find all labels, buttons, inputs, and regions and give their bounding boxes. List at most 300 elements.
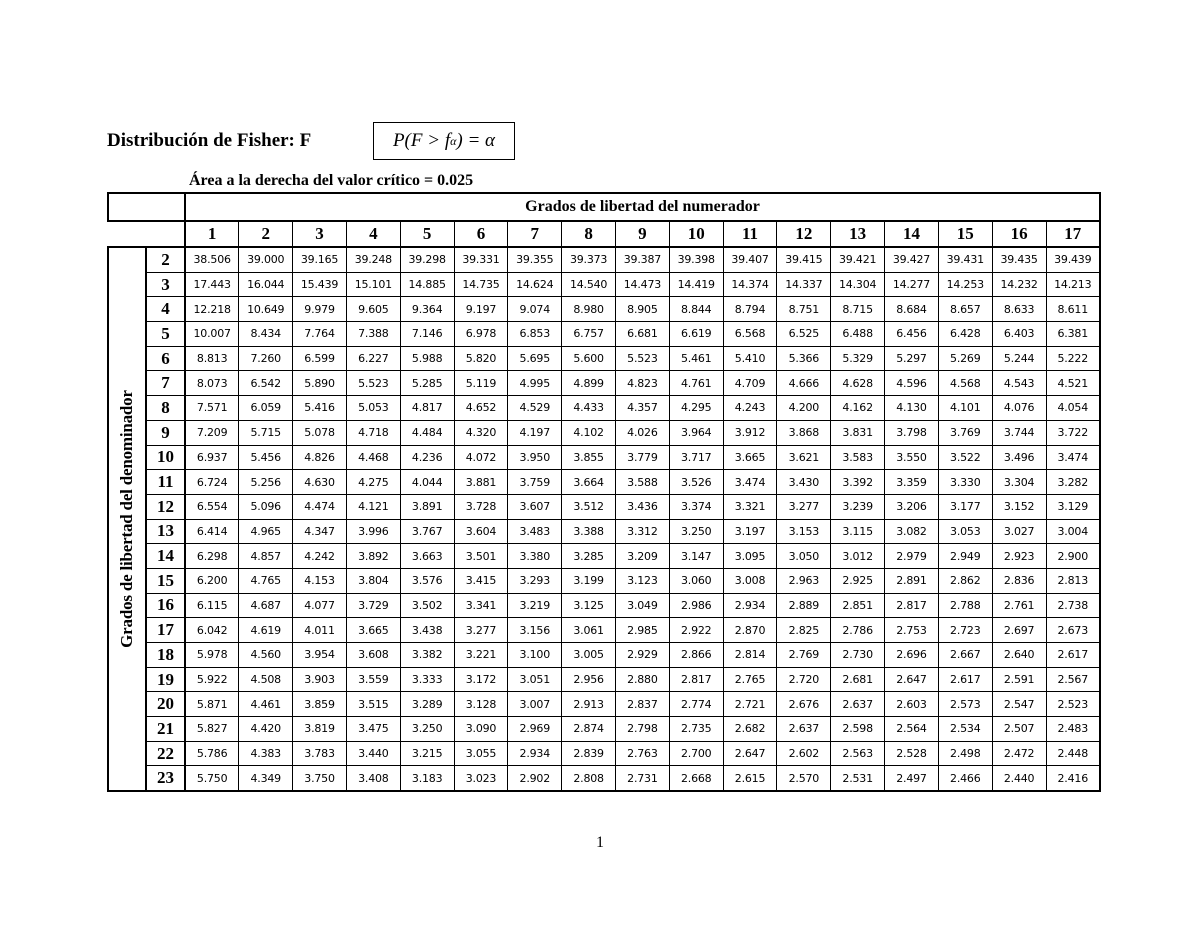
row-header: 22	[146, 741, 185, 766]
table-cell: 3.147	[669, 544, 723, 569]
table-cell: 2.985	[616, 618, 670, 643]
table-cell: 6.542	[239, 371, 293, 396]
column-header: 11	[723, 221, 777, 247]
table-cell: 4.718	[346, 420, 400, 445]
table-cell: 4.826	[293, 445, 347, 470]
table-cell: 3.515	[346, 692, 400, 717]
table-cell: 3.333	[400, 667, 454, 692]
table-cell: 2.837	[616, 692, 670, 717]
table-cell: 4.044	[400, 470, 454, 495]
table-cell: 3.221	[454, 643, 508, 668]
table-cell: 4.965	[239, 519, 293, 544]
table-cell: 2.769	[777, 643, 831, 668]
table-cell: 39.407	[723, 247, 777, 272]
table-row	[108, 420, 1100, 445]
table-row	[108, 667, 1100, 692]
table-cell: 3.183	[400, 766, 454, 791]
table-cell: 39.427	[885, 247, 939, 272]
table-cell: 3.717	[669, 445, 723, 470]
table-cell: 39.387	[616, 247, 670, 272]
table-cell: 3.277	[454, 618, 508, 643]
table-cell: 6.681	[616, 322, 670, 347]
table-cell: 2.721	[723, 692, 777, 717]
table-cell: 2.969	[508, 717, 562, 742]
table-cell: 3.293	[508, 568, 562, 593]
table-cell: 3.798	[885, 420, 939, 445]
table-cell: 3.859	[293, 692, 347, 717]
table-cell: 5.285	[400, 371, 454, 396]
column-header: 5	[400, 221, 454, 247]
table-cell: 3.250	[669, 519, 723, 544]
table-cell: 4.508	[239, 667, 293, 692]
table-cell: 3.128	[454, 692, 508, 717]
table-cell: 4.857	[239, 544, 293, 569]
table-cell: 4.560	[239, 643, 293, 668]
row-header: 16	[146, 593, 185, 618]
table-cell: 5.827	[185, 717, 239, 742]
table-cell: 2.817	[885, 593, 939, 618]
row-header: 19	[146, 667, 185, 692]
table-cell: 2.483	[1046, 717, 1100, 742]
table-cell: 9.074	[508, 297, 562, 322]
table-cell: 6.978	[454, 322, 508, 347]
table-row	[108, 396, 1100, 421]
table-cell: 6.428	[938, 322, 992, 347]
table-cell: 2.681	[831, 667, 885, 692]
table-cell: 3.750	[293, 766, 347, 791]
table-row	[108, 322, 1100, 347]
probability-formula	[373, 122, 515, 160]
table-cell: 2.808	[562, 766, 616, 791]
table-cell: 6.599	[293, 346, 347, 371]
row-header: 9	[146, 420, 185, 445]
table-cell: 5.119	[454, 371, 508, 396]
table-cell: 4.200	[777, 396, 831, 421]
table-row	[108, 371, 1100, 396]
table-cell: 3.881	[454, 470, 508, 495]
table-cell: 5.922	[185, 667, 239, 692]
page-number: 1	[596, 834, 604, 851]
table-cell: 3.172	[454, 667, 508, 692]
table-row	[108, 544, 1100, 569]
table-cell: 2.814	[723, 643, 777, 668]
table-cell: 5.297	[885, 346, 939, 371]
table-cell: 2.839	[562, 741, 616, 766]
table-cell: 2.697	[992, 618, 1046, 643]
table-cell: 3.312	[616, 519, 670, 544]
table-cell: 4.817	[400, 396, 454, 421]
table-cell: 3.663	[400, 544, 454, 569]
table-cell: 5.988	[400, 346, 454, 371]
table-cell: 3.779	[616, 445, 670, 470]
table-cell: 3.027	[992, 519, 1046, 544]
column-header: 1	[185, 221, 239, 247]
table-cell: 4.076	[992, 396, 1046, 421]
table-cell: 14.304	[831, 272, 885, 297]
table-cell: 3.576	[400, 568, 454, 593]
table-cell: 3.855	[562, 445, 616, 470]
table-cell: 2.788	[938, 593, 992, 618]
table-cell: 2.986	[669, 593, 723, 618]
table-cell: 3.060	[669, 568, 723, 593]
table-cell: 4.162	[831, 396, 885, 421]
table-cell: 9.979	[293, 297, 347, 322]
row-header: 5	[146, 322, 185, 347]
table-cell: 3.804	[346, 568, 400, 593]
table-cell: 3.359	[885, 470, 939, 495]
table-cell: 2.786	[831, 618, 885, 643]
table-cell: 4.568	[938, 371, 992, 396]
table-cell: 3.440	[346, 741, 400, 766]
table-cell: 4.320	[454, 420, 508, 445]
table-cell: 2.466	[938, 766, 992, 791]
table-cell: 8.905	[616, 297, 670, 322]
table-cell: 3.512	[562, 494, 616, 519]
table-cell: 5.053	[346, 396, 400, 421]
table-row	[108, 445, 1100, 470]
table-cell: 3.153	[777, 519, 831, 544]
table-cell: 6.568	[723, 322, 777, 347]
table-cell: 2.531	[831, 766, 885, 791]
table-cell: 5.523	[616, 346, 670, 371]
table-cell: 8.751	[777, 297, 831, 322]
table-cell: 3.483	[508, 519, 562, 544]
table-cell: 3.090	[454, 717, 508, 742]
table-cell: 6.619	[669, 322, 723, 347]
table-cell: 39.248	[346, 247, 400, 272]
table-cell: 4.054	[1046, 396, 1100, 421]
table-cell: 8.684	[885, 297, 939, 322]
table-cell: 3.177	[938, 494, 992, 519]
table-cell: 8.844	[669, 297, 723, 322]
table-cell: 3.206	[885, 494, 939, 519]
table-cell: 8.657	[938, 297, 992, 322]
table-cell: 2.598	[831, 717, 885, 742]
row-header: 10	[146, 445, 185, 470]
table-cell: 6.381	[1046, 322, 1100, 347]
table-cell: 2.617	[1046, 643, 1100, 668]
column-header: 7	[508, 221, 562, 247]
table-cell: 5.786	[185, 741, 239, 766]
table-cell: 39.398	[669, 247, 723, 272]
column-header: 15	[938, 221, 992, 247]
table-cell: 16.044	[239, 272, 293, 297]
table-cell: 3.415	[454, 568, 508, 593]
table-cell: 3.903	[293, 667, 347, 692]
table-row	[108, 593, 1100, 618]
table-cell: 6.059	[239, 396, 293, 421]
table-cell: 2.922	[669, 618, 723, 643]
table-cell: 14.885	[400, 272, 454, 297]
table-cell: 3.475	[346, 717, 400, 742]
table-cell: 6.937	[185, 445, 239, 470]
table-cell: 3.759	[508, 470, 562, 495]
table-cell: 3.522	[938, 445, 992, 470]
table-cell: 6.853	[508, 322, 562, 347]
table-cell: 2.817	[669, 667, 723, 692]
table-cell: 4.197	[508, 420, 562, 445]
column-header: 4	[346, 221, 400, 247]
table-cell: 3.008	[723, 568, 777, 593]
table-cell: 2.862	[938, 568, 992, 593]
table-cell: 2.870	[723, 618, 777, 643]
table-cell: 4.543	[992, 371, 1046, 396]
table-cell: 39.000	[239, 247, 293, 272]
table-cell: 7.146	[400, 322, 454, 347]
table-cell: 3.051	[508, 667, 562, 692]
table-row	[108, 692, 1100, 717]
table-cell: 2.723	[938, 618, 992, 643]
table-cell: 8.813	[185, 346, 239, 371]
table-cell: 3.892	[346, 544, 400, 569]
table-cell: 3.277	[777, 494, 831, 519]
table-cell: 2.564	[885, 717, 939, 742]
table-cell: 3.430	[777, 470, 831, 495]
table-cell: 3.607	[508, 494, 562, 519]
table-cell: 4.628	[831, 371, 885, 396]
table-cell: 6.115	[185, 593, 239, 618]
table-cell: 3.474	[723, 470, 777, 495]
table-cell: 2.923	[992, 544, 1046, 569]
table-cell: 3.374	[669, 494, 723, 519]
table-cell: 2.676	[777, 692, 831, 717]
column-header: 14	[885, 221, 939, 247]
table-cell: 4.383	[239, 741, 293, 766]
table-cell: 2.667	[938, 643, 992, 668]
table-cell: 4.995	[508, 371, 562, 396]
table-cell: 2.573	[938, 692, 992, 717]
table-cell: 2.523	[1046, 692, 1100, 717]
table-cell: 39.421	[831, 247, 885, 272]
table-cell: 39.165	[293, 247, 347, 272]
table-cell: 3.050	[777, 544, 831, 569]
table-cell: 5.871	[185, 692, 239, 717]
table-cell: 3.526	[669, 470, 723, 495]
table-cell: 3.608	[346, 643, 400, 668]
table-cell: 2.507	[992, 717, 1046, 742]
table-cell: 2.900	[1046, 544, 1100, 569]
table-cell: 3.382	[400, 643, 454, 668]
table-cell: 2.647	[885, 667, 939, 692]
table-cell: 5.222	[1046, 346, 1100, 371]
table-cell: 4.652	[454, 396, 508, 421]
table-cell: 5.456	[239, 445, 293, 470]
table-cell: 2.874	[562, 717, 616, 742]
table-cell: 3.891	[400, 494, 454, 519]
table-cell: 3.100	[508, 643, 562, 668]
table-row	[108, 247, 1100, 272]
row-header: 3	[146, 272, 185, 297]
table-cell: 4.521	[1046, 371, 1100, 396]
table-cell: 3.152	[992, 494, 1046, 519]
table-cell: 4.236	[400, 445, 454, 470]
table-row	[108, 568, 1100, 593]
table-cell: 3.023	[454, 766, 508, 791]
table-cell: 5.244	[992, 346, 1046, 371]
table-cell: 10.649	[239, 297, 293, 322]
table-cell: 3.250	[400, 717, 454, 742]
table-cell: 3.729	[346, 593, 400, 618]
table-cell: 4.153	[293, 568, 347, 593]
table-cell: 12.218	[185, 297, 239, 322]
table-cell: 3.388	[562, 519, 616, 544]
table-cell: 2.963	[777, 568, 831, 593]
table-cell: 3.321	[723, 494, 777, 519]
table-cell: 4.011	[293, 618, 347, 643]
table-cell: 6.757	[562, 322, 616, 347]
table-cell: 3.005	[562, 643, 616, 668]
table-cell: 2.813	[1046, 568, 1100, 593]
table-cell: 2.934	[723, 593, 777, 618]
table-cell: 39.435	[992, 247, 1046, 272]
table-cell: 3.767	[400, 519, 454, 544]
table-cell: 4.349	[239, 766, 293, 791]
table-cell: 2.673	[1046, 618, 1100, 643]
table-cell: 3.621	[777, 445, 831, 470]
table-cell: 14.337	[777, 272, 831, 297]
row-header: 6	[146, 346, 185, 371]
table-cell: 4.101	[938, 396, 992, 421]
table-cell: 3.559	[346, 667, 400, 692]
table-row	[108, 470, 1100, 495]
table-cell: 2.836	[992, 568, 1046, 593]
table-cell: 9.197	[454, 297, 508, 322]
table-cell: 5.461	[669, 346, 723, 371]
table-row	[108, 766, 1100, 791]
table-cell: 6.200	[185, 568, 239, 593]
table-cell: 3.341	[454, 593, 508, 618]
table-cell: 2.891	[885, 568, 939, 593]
table-cell: 2.979	[885, 544, 939, 569]
table-cell: 3.665	[723, 445, 777, 470]
table-cell: 2.934	[508, 741, 562, 766]
table-cell: 3.502	[400, 593, 454, 618]
table-cell: 3.496	[992, 445, 1046, 470]
table-cell: 14.624	[508, 272, 562, 297]
table-cell: 14.277	[885, 272, 939, 297]
table-cell: 9.364	[400, 297, 454, 322]
table-cell: 2.603	[885, 692, 939, 717]
table-cell: 17.443	[185, 272, 239, 297]
table-cell: 2.547	[992, 692, 1046, 717]
table-cell: 2.637	[777, 717, 831, 742]
table-cell: 3.408	[346, 766, 400, 791]
column-header: 9	[616, 221, 670, 247]
table-cell: 4.630	[293, 470, 347, 495]
table-cell: 3.012	[831, 544, 885, 569]
table-cell: 2.735	[669, 717, 723, 742]
table-cell: 3.769	[938, 420, 992, 445]
table-cell: 39.331	[454, 247, 508, 272]
row-header: 15	[146, 568, 185, 593]
table-cell: 2.730	[831, 643, 885, 668]
table-cell: 3.954	[293, 643, 347, 668]
table-cell: 6.042	[185, 618, 239, 643]
table-cell: 2.720	[777, 667, 831, 692]
table-cell: 3.115	[831, 519, 885, 544]
table-cell: 4.666	[777, 371, 831, 396]
table-cell: 3.197	[723, 519, 777, 544]
table-cell: 3.156	[508, 618, 562, 643]
table-cell: 3.125	[562, 593, 616, 618]
denominator-header	[108, 247, 146, 791]
table-cell: 15.439	[293, 272, 347, 297]
table-cell: 3.950	[508, 445, 562, 470]
table-cell: 8.715	[831, 297, 885, 322]
table-cell: 2.866	[669, 643, 723, 668]
table-cell: 2.798	[616, 717, 670, 742]
table-cell: 2.528	[885, 741, 939, 766]
table-cell: 2.617	[938, 667, 992, 692]
table-cell: 4.026	[616, 420, 670, 445]
table-cell: 8.980	[562, 297, 616, 322]
table-cell: 14.253	[938, 272, 992, 297]
table-cell: 4.484	[400, 420, 454, 445]
row-header: 23	[146, 766, 185, 791]
table-row	[108, 741, 1100, 766]
table-cell: 39.431	[938, 247, 992, 272]
table-cell: 2.637	[831, 692, 885, 717]
table-cell: 3.215	[400, 741, 454, 766]
row-header: 14	[146, 544, 185, 569]
table-cell: 2.647	[723, 741, 777, 766]
table-cell: 4.347	[293, 519, 347, 544]
table-cell: 3.665	[346, 618, 400, 643]
table-cell: 4.474	[293, 494, 347, 519]
table-cell: 6.554	[185, 494, 239, 519]
table-cell: 2.851	[831, 593, 885, 618]
table-cell: 39.298	[400, 247, 454, 272]
table-cell: 4.130	[885, 396, 939, 421]
table-cell: 5.978	[185, 643, 239, 668]
table-cell: 39.439	[1046, 247, 1100, 272]
table-cell: 2.682	[723, 717, 777, 742]
row-header: 7	[146, 371, 185, 396]
denominator-header-label: Grados de libertad del denominador	[117, 390, 136, 648]
table-cell: 6.724	[185, 470, 239, 495]
table-cell: 2.765	[723, 667, 777, 692]
table-cell: 6.298	[185, 544, 239, 569]
table-cell: 8.434	[239, 322, 293, 347]
table-cell: 3.049	[616, 593, 670, 618]
table-row	[108, 272, 1100, 297]
table-cell: 3.392	[831, 470, 885, 495]
table-cell: 2.738	[1046, 593, 1100, 618]
table-cell: 4.102	[562, 420, 616, 445]
table-cell: 6.414	[185, 519, 239, 544]
row-header: 21	[146, 717, 185, 742]
table-cell: 3.819	[293, 717, 347, 742]
table-cell: 2.440	[992, 766, 1046, 791]
table-cell: 3.209	[616, 544, 670, 569]
table-cell: 2.563	[831, 741, 885, 766]
table-cell: 5.715	[239, 420, 293, 445]
table-cell: 5.695	[508, 346, 562, 371]
page-title: Distribución de Fisher: F	[107, 130, 312, 151]
table-cell: 4.468	[346, 445, 400, 470]
table-cell: 5.269	[938, 346, 992, 371]
table-cell: 4.529	[508, 396, 562, 421]
table-row	[108, 297, 1100, 322]
table-cell: 14.473	[616, 272, 670, 297]
table-cell: 2.497	[885, 766, 939, 791]
table-cell: 3.053	[938, 519, 992, 544]
table-cell: 2.615	[723, 766, 777, 791]
table-cell: 3.550	[885, 445, 939, 470]
table-cell: 3.604	[454, 519, 508, 544]
table-cell: 3.219	[508, 593, 562, 618]
table-cell: 5.096	[239, 494, 293, 519]
